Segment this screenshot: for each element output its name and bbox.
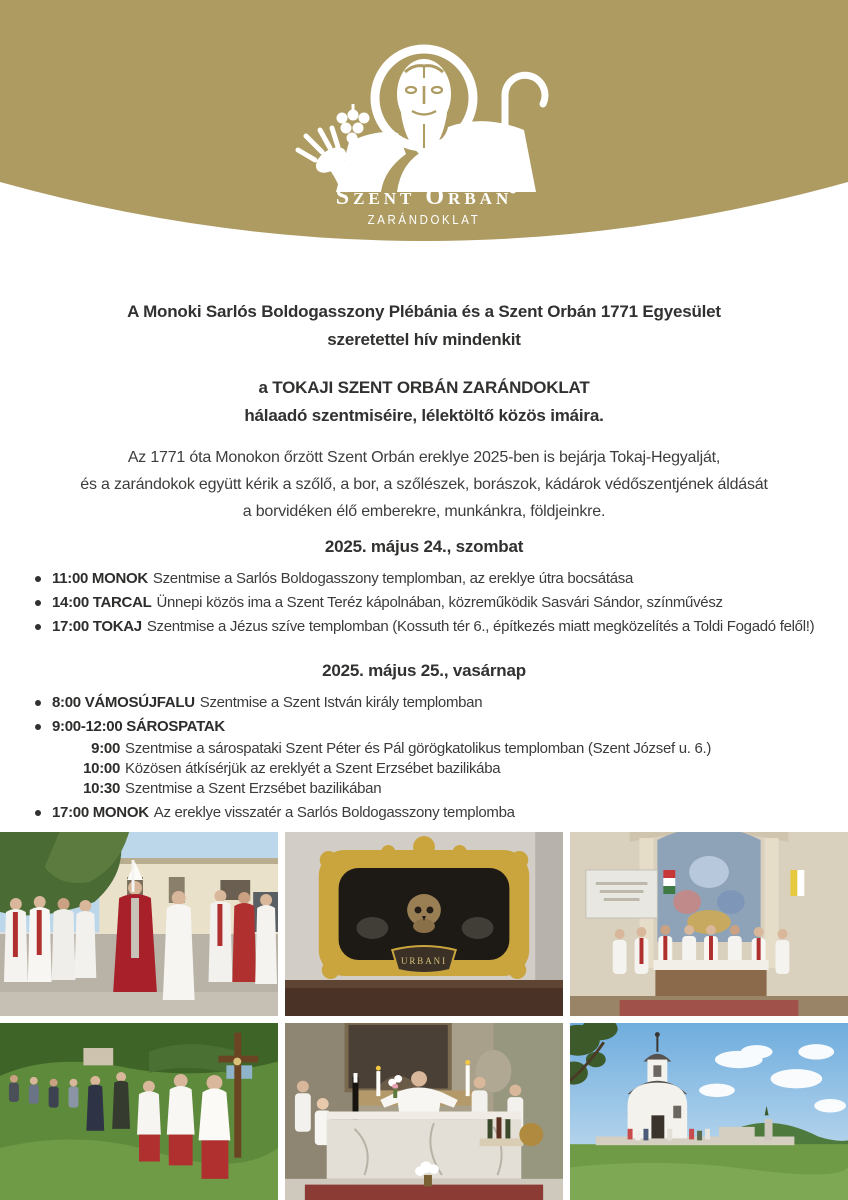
sarospatak-sub-schedule [52,739,848,799]
sub-schedule-item [80,739,848,759]
schedule-item [52,801,848,825]
schedule-item [52,615,848,639]
event-title-line-1: a TOKAJI SZENT ORBÁN ZARÁNDOKLAT [258,378,590,397]
schedule-text: Szentmise a Jézus szíve templomban (Kossuth tér 6., építkezés miatt megközelítés a Toldi Fogadó felől!) [146,618,815,635]
schedule-item [52,567,848,591]
photo-clergy-outdoors [0,832,278,1016]
schedule-item [52,691,848,715]
event-title [0,374,848,430]
schedule-item [52,591,848,615]
photo-hill-chapel [570,1023,848,1200]
saturday-schedule-list [0,567,848,639]
event-title-line-2: hálaadó szentmiséire, lélektöltő közös imáira. [244,406,604,425]
sub-schedule-text: Szentmise a sárospataki Szent Péter és Pál görögkatolikus templomban (Szent József u. 6.) [125,740,712,757]
photo-grid [0,832,848,1200]
description-line-1: Az 1771 óta Monokon őrzött Szent Orbán ereklye 2025-ben is bejárja Tokaj-Hegyalját, [127,449,721,466]
gold-header [0,0,848,250]
sub-schedule-item [80,779,848,799]
day-heading-saturday: 2025. május 24., szombat [324,537,524,556]
description-line-3: a borvidéken élő emberekre, munkánkra, földjeinkre. [242,503,606,520]
sunday-schedule-list [0,691,848,825]
reliquary-plaque-text: URBANI [400,955,448,967]
sub-schedule-text: Közösen átkísérjük az ereklyét a Szent Erzsébet bazilikába [125,760,501,777]
photo-altar-mass [285,1023,563,1200]
day-heading-sunday: 2025. május 25., vasárnap [322,661,526,680]
schedule-time-place: 9:00-12:00 SÁROSPATAK [52,718,225,735]
description-line-2: és a zarándokok együtt kérik a szőlő, a bor, a szőlészek, borászok, kádárok védőszentjének áldását [80,476,768,493]
invitation-line-2: szeretettel hív mindenkit [327,330,521,349]
photo-church-mass [570,832,848,1016]
logo-title: Szent Orbán [335,184,513,210]
invitation-heading [0,298,848,354]
schedule-text: Szentmise a Szent István király templomban [199,694,483,711]
schedule-time-place: 8:00 VÁMOSÚJFALU [52,694,195,711]
schedule-time-place: 17:00 TOKAJ [52,618,142,635]
sub-schedule-text: Szentmise a Szent Erzsébet bazilikában [125,780,382,797]
schedule-time-place: 17:00 MONOK [52,804,149,821]
invitation-line-1: A Monoki Sarlós Boldogasszony Plébánia és a Szent Orbán 1771 Egyesület [127,302,721,321]
logo-subtitle: ZARÁNDOKLAT [367,212,481,227]
schedule-text: Az ereklye visszatér a Sarlós Boldogasszony templomba [153,804,515,821]
sub-schedule-time: 10:00 [83,760,120,777]
sub-schedule-time: 10:30 [83,780,120,797]
schedule-time-place: 14:00 TARCAL [52,594,152,611]
sub-schedule-item [80,759,848,779]
schedule-item [52,715,848,799]
sub-schedule-time: 9:00 [91,740,120,757]
schedule-time-place: 11:00 MONOK [52,570,148,587]
event-description [0,444,848,525]
schedule-text: Szentmise a Sarlós Boldogasszony templomban, az ereklye útra bocsátása [152,570,634,587]
photo-reliquary [285,832,563,1016]
photo-procession [0,1023,278,1200]
schedule-text: Ünnepi közös ima a Szent Teréz kápolnában, közreműködik Sasvári Sándor, színművész [156,594,723,611]
